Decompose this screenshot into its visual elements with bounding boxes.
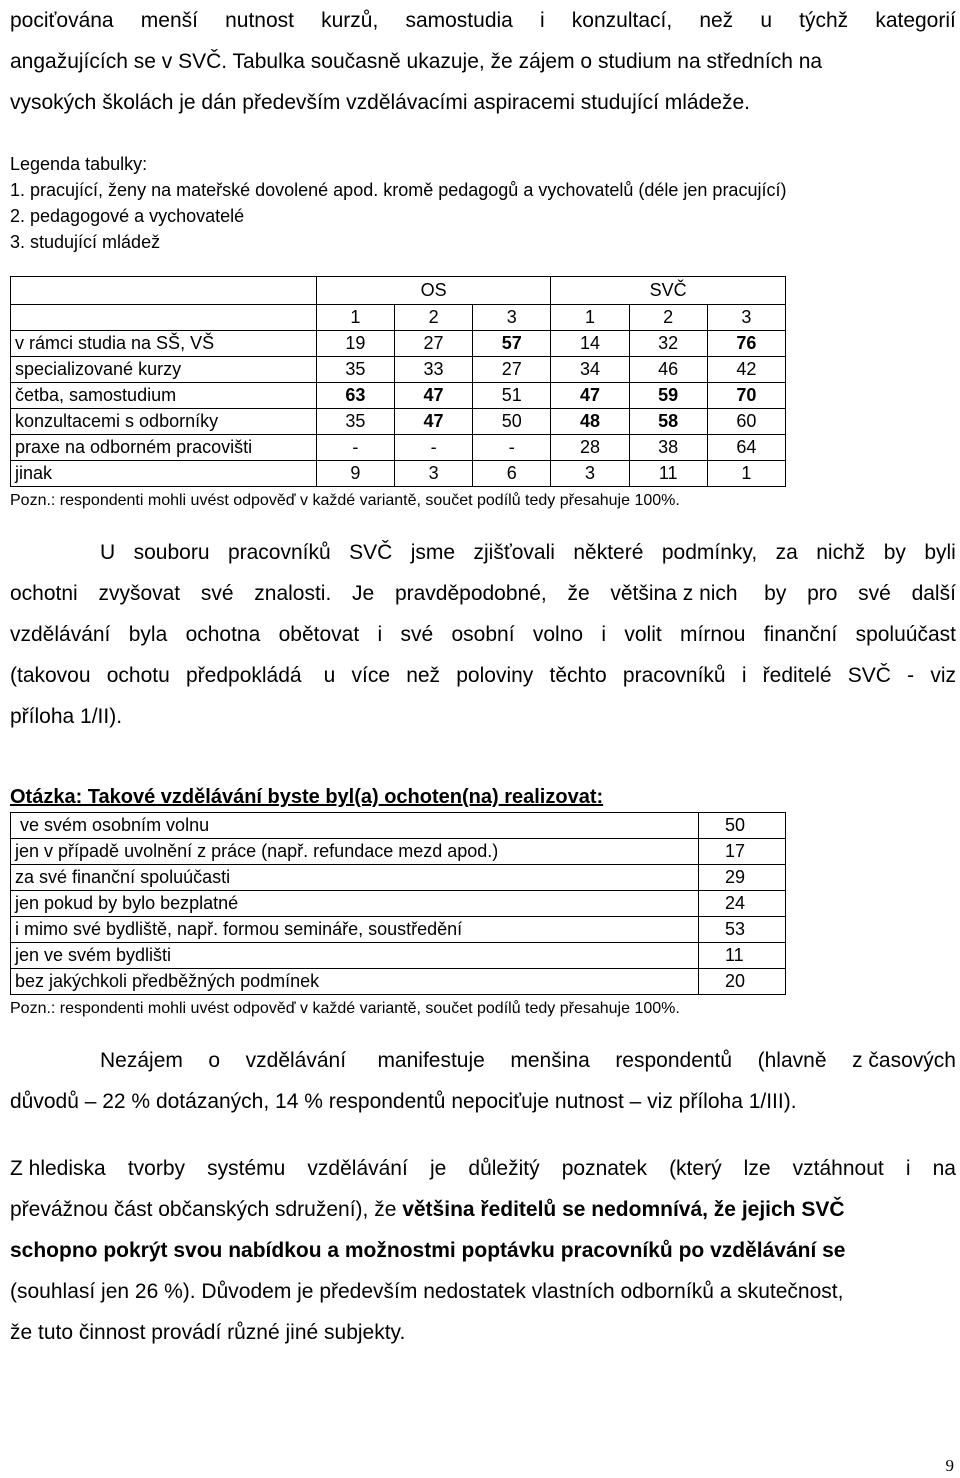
para3-line-2 <box>10 1189 956 1230</box>
cell-value: 35 <box>345 411 366 431</box>
word: volno <box>532 623 584 646</box>
value-cell <box>473 357 551 383</box>
word: pociťována <box>10 9 114 32</box>
value-cell <box>629 383 707 409</box>
row-label: specializované kurzy <box>11 357 317 383</box>
word: zvyšovat <box>98 582 181 605</box>
word: - <box>907 664 915 687</box>
word: konzultací, <box>571 9 673 32</box>
word: týchž <box>799 9 849 32</box>
word: viz <box>930 664 956 687</box>
word: pracovníků <box>622 664 726 687</box>
word: Nezájem <box>100 1049 183 1072</box>
value-cell <box>707 331 785 357</box>
para1-line-4 <box>10 655 956 696</box>
word: než <box>699 9 734 32</box>
word: ochotu <box>106 664 170 687</box>
value-cell <box>551 435 629 461</box>
value-cell <box>551 331 629 357</box>
cell-value: 3 <box>584 463 595 483</box>
word: některé <box>573 541 644 564</box>
word: ochotna <box>185 623 261 646</box>
value-cell <box>551 383 629 409</box>
group-header-os: OS <box>316 277 551 305</box>
word: by <box>764 582 787 605</box>
value-cell <box>707 435 785 461</box>
cell-value: 51 <box>501 385 522 405</box>
table-legend <box>10 151 956 255</box>
para3-line-2-start: převážnou část občanských sdružení), že <box>10 1198 403 1221</box>
cell-value: 19 <box>345 333 366 353</box>
word: osobní <box>451 623 515 646</box>
word: další <box>911 582 956 605</box>
document-page <box>10 0 956 1344</box>
word: menšina <box>510 1049 590 1072</box>
word: důležitý <box>468 1157 540 1180</box>
word: znalosti. <box>254 582 332 605</box>
word: poznatek <box>561 1157 647 1180</box>
value-cell <box>316 331 394 357</box>
value-cell <box>707 357 785 383</box>
question-option: za své finanční spoluúčasti <box>11 865 699 891</box>
value-cell <box>629 357 707 383</box>
word: lze <box>743 1157 771 1180</box>
intro-line-2 <box>10 41 956 82</box>
word: finanční <box>763 623 838 646</box>
word: kurzů, <box>321 9 379 32</box>
word: vzdělávání <box>307 1157 408 1180</box>
sub-header-cell: 1 <box>551 305 629 331</box>
question-value: 50 <box>699 813 786 839</box>
question-note: Pozn.: respondenti mohli uvést odpověď v každé variantě, součet podílů tedy přesahuje 100%. <box>10 1000 680 1017</box>
cell-value: 50 <box>501 411 522 431</box>
word: i <box>539 9 545 32</box>
word: pro <box>807 582 838 605</box>
table-row <box>11 409 786 435</box>
word: předpokládá <box>185 664 308 687</box>
word: poloviny <box>456 664 534 687</box>
word: své <box>200 582 234 605</box>
word: je <box>429 1157 447 1180</box>
cell-value: 35 <box>345 359 366 379</box>
table-row <box>11 383 786 409</box>
word: (hlavně <box>757 1049 827 1072</box>
value-cell <box>316 383 394 409</box>
word: respondentů <box>615 1049 733 1072</box>
word: SVČ <box>349 541 393 564</box>
table-row <box>11 331 786 357</box>
value-cell <box>316 435 394 461</box>
para3-line-5: že tuto činnost provádí různé jiné subjekty. <box>10 1321 406 1344</box>
cell-value: 33 <box>423 359 444 379</box>
cell-value: 47 <box>423 385 444 405</box>
value-cell <box>629 461 707 487</box>
question-title: Otázka: Takové vzdělávání byste byl(a) ochoten(na) realizovat: <box>10 786 604 808</box>
word: jsme <box>410 541 456 564</box>
cell-value: 27 <box>501 359 522 379</box>
legend-item: 1. pracující, ženy na mateřské dovolené apod. kromě pedagogů a vychovatelů (déle jen pracující) <box>10 180 787 200</box>
word: ředitelé <box>762 664 832 687</box>
cell-value: 47 <box>423 411 444 431</box>
intro-line-2-text: angažujících se v SVČ. Tabulka současně ukazuje, že zájem o studium na středních na <box>10 50 823 73</box>
table-corner-cell <box>11 277 317 305</box>
para3-line-2-bold: většina ředitelů se nedomnívá, že jejich SVČ <box>402 1198 845 1221</box>
value-cell <box>394 357 472 383</box>
question-row <box>11 917 786 943</box>
paragraph-conditions <box>10 532 956 737</box>
word: mírnou <box>680 623 746 646</box>
table-sub-header-row <box>11 305 786 331</box>
value-cell <box>707 409 785 435</box>
value-cell <box>551 409 629 435</box>
question-value: 11 <box>699 943 786 969</box>
value-cell <box>629 435 707 461</box>
question-row <box>11 813 786 839</box>
cell-value: 57 <box>501 333 522 353</box>
word: i <box>601 623 607 646</box>
para1-line-3 <box>10 614 956 655</box>
word: by <box>883 541 906 564</box>
word: nutnost <box>225 9 294 32</box>
cell-value: 58 <box>658 411 679 431</box>
cell-value: 46 <box>658 359 679 379</box>
cell-value: 76 <box>736 333 757 353</box>
word: vzdělávání <box>245 1049 352 1072</box>
value-cell <box>629 409 707 435</box>
question-row <box>11 839 786 865</box>
value-cell <box>316 409 394 435</box>
word: (takovou <box>10 664 91 687</box>
value-cell <box>394 461 472 487</box>
para2-line-1 <box>10 1040 956 1081</box>
cell-value: 42 <box>736 359 757 379</box>
sub-header-cell: 1 <box>316 305 394 331</box>
table-corner-cell <box>11 305 317 331</box>
word: nichž <box>816 541 866 564</box>
word: byla <box>128 623 168 646</box>
word: kategorií <box>875 9 956 32</box>
intro-line-1 <box>10 0 956 41</box>
table-row <box>11 461 786 487</box>
cell-value: 9 <box>350 463 361 483</box>
group-header-svc: SVČ <box>551 277 786 305</box>
para2-line-2: důvodů – 22 % dotázaných, 14 % respondentů nepociťuje nutnost – viz příloha 1/III). <box>10 1090 797 1113</box>
question-row <box>11 891 786 917</box>
cell-value: 63 <box>345 385 366 405</box>
question-option: jen pokud by bylo bezplatné <box>11 891 699 917</box>
question-option: bez jakýchkoli předběžných podmínek <box>11 969 699 995</box>
value-cell <box>394 331 472 357</box>
value-cell <box>394 383 472 409</box>
cell-value: 27 <box>423 333 444 353</box>
sub-header-cell: 3 <box>707 305 785 331</box>
word: na <box>932 1157 956 1180</box>
word: u <box>760 9 773 32</box>
word: více <box>351 664 390 687</box>
word: než <box>406 664 441 687</box>
legend-item: 2. pedagogové a vychovatelé <box>10 206 245 226</box>
cell-value: 3 <box>428 463 439 483</box>
value-cell <box>394 435 472 461</box>
para3-line-3-bold: schopno pokrýt svou nabídkou a možnostmi poptávku pracovníků po vzdělávání se <box>10 1239 846 1262</box>
cell-value: 47 <box>579 385 600 405</box>
word: manifestuje <box>377 1049 485 1072</box>
value-cell <box>707 383 785 409</box>
intro-paragraph <box>10 0 956 123</box>
word: tvorby <box>127 1157 186 1180</box>
value-cell <box>473 435 551 461</box>
cell-value: 60 <box>736 411 757 431</box>
question-row <box>11 943 786 969</box>
value-cell <box>473 383 551 409</box>
word: u <box>323 664 336 687</box>
cell-value: 28 <box>579 437 600 457</box>
word: samostudia <box>405 9 513 32</box>
word: i <box>377 623 383 646</box>
word: pracovníků <box>227 541 331 564</box>
word: Je <box>352 582 375 605</box>
word: vztáhnout <box>792 1157 884 1180</box>
value-cell <box>707 461 785 487</box>
table-group-header-row <box>11 277 786 305</box>
question-table <box>10 812 786 995</box>
para3-line-3 <box>10 1230 956 1271</box>
word: ochotni <box>10 582 78 605</box>
legend-title: Legenda tabulky: <box>10 154 148 174</box>
value-cell <box>316 357 394 383</box>
para3-line-1 <box>10 1148 956 1189</box>
table-row <box>11 357 786 383</box>
row-label: jinak <box>11 461 317 487</box>
cell-value: 38 <box>658 437 679 457</box>
question-value: 24 <box>699 891 786 917</box>
cell-value: 34 <box>579 359 600 379</box>
word: menší <box>140 9 198 32</box>
word: (který <box>669 1157 722 1180</box>
cell-value: 59 <box>658 385 679 405</box>
para1-line-5: příloha 1/II). <box>10 705 123 728</box>
word: zjišťovali <box>473 541 555 564</box>
word: volit <box>624 623 662 646</box>
cell-value: - <box>508 437 515 457</box>
row-label: četba, samostudium <box>11 383 317 409</box>
word: i <box>741 664 747 687</box>
value-cell <box>473 331 551 357</box>
question-row <box>11 865 786 891</box>
word: obětovat <box>278 623 360 646</box>
cell-value: - <box>352 437 359 457</box>
word: byli <box>924 541 956 564</box>
value-cell <box>629 331 707 357</box>
cell-value: 48 <box>579 411 600 431</box>
question-value: 20 <box>699 969 786 995</box>
question-option: ve svém osobním volnu <box>11 813 699 839</box>
word: i <box>905 1157 911 1180</box>
word: své <box>400 623 434 646</box>
word: spoluúčast <box>855 623 956 646</box>
word: pravděpodobné, <box>394 582 547 605</box>
intro-line-3: vysokých školách je dán především vzdělávacími aspiracemi studující mládeže. <box>10 91 750 114</box>
cell-value: 6 <box>506 463 517 483</box>
table-note: Pozn.: respondenti mohli uvést odpověď v každé variantě, součet podílů tedy přesahuje 100%. <box>10 492 680 509</box>
word: vzdělávání <box>10 623 111 646</box>
cell-value: 11 <box>658 463 678 483</box>
table-row <box>11 435 786 461</box>
value-cell <box>473 461 551 487</box>
word: těchto <box>549 664 607 687</box>
word: o <box>208 1049 221 1072</box>
word: systému <box>207 1157 286 1180</box>
cell-value: 1 <box>741 463 752 483</box>
para1-line-1 <box>10 532 956 573</box>
row-label: v rámci studia na SŠ, VŠ <box>11 331 317 357</box>
word: podmínky, <box>661 541 758 564</box>
word: že <box>567 582 590 605</box>
sub-header-cell: 3 <box>473 305 551 331</box>
row-label: konzultacemi s odborníky <box>11 409 317 435</box>
paragraph-system <box>10 1148 956 1353</box>
para1-line-2 <box>10 573 956 614</box>
para3-line-4: (souhlasí jen 26 %). Důvodem je především nedostatek vlastních odborníků a skutečnost, <box>10 1280 844 1303</box>
sub-header-cell: 2 <box>629 305 707 331</box>
page-number: 9 <box>945 1456 954 1475</box>
word: z časových <box>852 1049 956 1072</box>
cell-value: 70 <box>736 385 757 405</box>
value-cell <box>394 409 472 435</box>
paragraph-disinterest <box>10 1040 956 1122</box>
word: své <box>858 582 891 605</box>
cell-value: 32 <box>658 333 679 353</box>
question-option: jen ve svém bydlišti <box>11 943 699 969</box>
word: většina z nich <box>610 582 744 605</box>
cell-value: - <box>430 437 437 457</box>
question-option: i mimo své bydliště, např. formou semináře, soustředění <box>11 917 699 943</box>
row-label: praxe na odborném pracovišti <box>11 435 317 461</box>
legend-item: 3. studující mládež <box>10 232 161 252</box>
word: U <box>100 541 116 564</box>
word: SVČ <box>847 664 891 687</box>
cell-value: 14 <box>579 333 600 353</box>
value-cell <box>551 357 629 383</box>
question-value: 29 <box>699 865 786 891</box>
word: souboru <box>133 541 210 564</box>
education-form-table <box>10 276 786 487</box>
cell-value: 64 <box>736 437 757 457</box>
question-row <box>11 969 786 995</box>
sub-header-cell: 2 <box>394 305 472 331</box>
word: Z hlediska <box>10 1157 106 1180</box>
value-cell <box>316 461 394 487</box>
value-cell <box>551 461 629 487</box>
question-value: 17 <box>699 839 786 865</box>
question-value: 53 <box>699 917 786 943</box>
question-option: jen v případě uvolnění z práce (např. refundace mezd apod.) <box>11 839 699 865</box>
value-cell <box>473 409 551 435</box>
word: za <box>775 541 798 564</box>
